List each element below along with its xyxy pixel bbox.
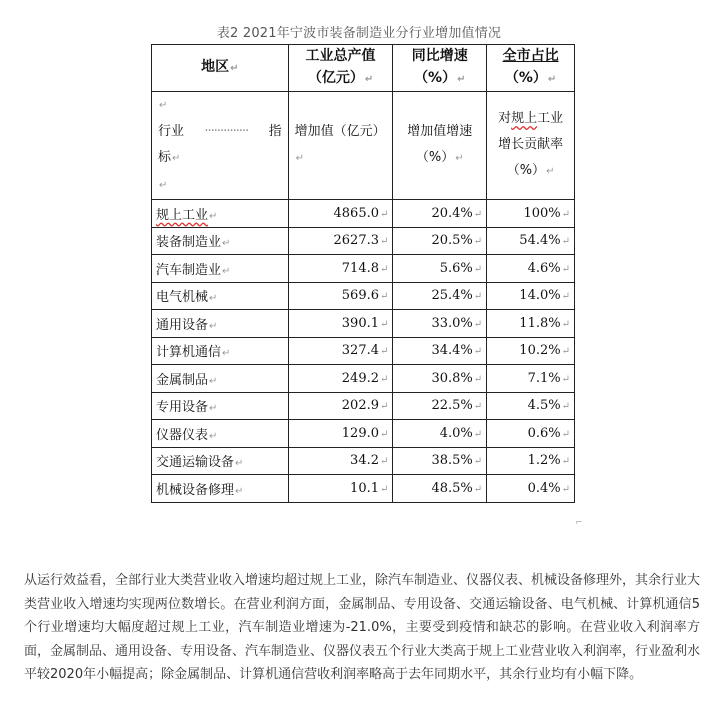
row-industry-name: 金属制品↵ [152, 365, 289, 393]
table-header-row [152, 45, 575, 92]
row-share: 4.5%↵ [487, 392, 575, 420]
subheader-industry-label: 行业 [158, 124, 185, 139]
table-row [152, 255, 575, 283]
row-value-added: 10.1↵ [288, 475, 393, 503]
row-value-added: 390.1↵ [288, 310, 393, 338]
row-value-added: 2627.3↵ [288, 227, 393, 255]
table-row [152, 282, 575, 310]
table-row [152, 337, 575, 365]
subheader-indicator-char1: 指 [268, 124, 282, 139]
table-row [152, 365, 575, 393]
subheader-va-growth-line2: （%） [415, 150, 455, 165]
row-industry-name: 仪器仪表↵ [152, 420, 289, 448]
header-yoy-line1: 同比增速 [411, 48, 468, 64]
table-end-marker: ⌐ [575, 518, 583, 528]
row-industry-name: 规上工业↵ [152, 200, 289, 228]
row-share: 11.8%↵ [487, 310, 575, 338]
row-value-added: 202.9↵ [288, 392, 393, 420]
row-industry-name: 机械设备修理↵ [152, 475, 289, 503]
row-growth: 34.4%↵ [393, 337, 487, 365]
table-row [152, 200, 575, 228]
row-growth: 48.5%↵ [393, 475, 487, 503]
subheader-contribution: 对规上工业 增长贡献率 （%）↵ [487, 92, 575, 200]
industry-value-added-table [151, 44, 575, 503]
row-value-added: 249.2↵ [288, 365, 393, 393]
subheader-contribution-line3: （%） [506, 163, 546, 178]
row-share: 1.2%↵ [487, 447, 575, 475]
subheader-industry-indicator: ↵ 行业 ·············· 指 标↵ ↵ [152, 92, 289, 200]
row-growth: 30.8%↵ [393, 365, 487, 393]
table-caption: 表2 2021年宁波市装备制造业分行业增加值情况 [216, 26, 502, 41]
row-value-added: 327.4↵ [288, 337, 393, 365]
row-share: 7.1%↵ [487, 365, 575, 393]
row-industry-name: 汽车制造业↵ [152, 255, 289, 283]
row-industry-name: 电气机械↵ [152, 282, 289, 310]
dotted-leader: ·············· [204, 124, 249, 139]
header-yoy-line2: （%） [414, 70, 457, 86]
row-industry-name: 专用设备↵ [152, 392, 289, 420]
row-industry-name: 计算机通信↵ [152, 337, 289, 365]
header-share-line2: （%） [504, 70, 547, 86]
row-value-added: 129.0↵ [288, 420, 393, 448]
subheader-contribution-line2: 增长贡献率 [498, 137, 564, 152]
subheader-va-growth-line1: 增加值增速 [407, 124, 473, 139]
header-yoy-growth: 同比增速 （%）↵ [393, 45, 487, 92]
header-total-output: 工业总产值 （亿元）↵ [288, 45, 393, 92]
table-row [152, 420, 575, 448]
row-growth: 4.0%↵ [393, 420, 487, 448]
subheader-indicator-char2: 标 [158, 150, 172, 165]
row-industry-name: 通用设备↵ [152, 310, 289, 338]
row-share: 100%↵ [487, 200, 575, 228]
header-share-line1: 全市占比 [502, 48, 559, 64]
header-total-output-line2: （亿元） [307, 70, 364, 86]
row-share: 4.6%↵ [487, 255, 575, 283]
table-subheader-row [152, 92, 575, 200]
row-industry-name: 装备制造业↵ [152, 227, 289, 255]
row-value-added: 34.2↵ [288, 447, 393, 475]
table-row [152, 227, 575, 255]
row-growth: 5.6%↵ [393, 255, 487, 283]
table-row [152, 447, 575, 475]
table-row [152, 475, 575, 503]
row-growth: 25.4%↵ [393, 282, 487, 310]
row-value-added: 4865.0↵ [288, 200, 393, 228]
body-paragraph: 从运行效益看，全部行业大类营业收入增速均超过规上工业，除汽车制造业、仪器仪表、机械设备修理外，其余行业大类营业收入增速均实现两位数增长。在营业利润方面，金属制品、专用设备、交通运输设备、电气机械、计算机通信5个行业增速均大幅度超过规上工业，汽车制造业增速为-21.0%，主要受到疫情和缺芯的影响。在营业收入利润率方面，金属制品、通用设备、专用设备、汽车制造业、仪器仪表五个行业大类高于规上工业营业收入利润率，行业盈利水平较2020年小幅提高；除金属制品、计算机通信营收利润率略高于去年同期水平，其余行业均有小幅下降。 [24, 573, 701, 682]
row-growth: 38.5%↵ [393, 447, 487, 475]
row-share: 0.4%↵ [487, 475, 575, 503]
header-region: 地区↵ [152, 45, 289, 92]
row-value-added: 569.6↵ [288, 282, 393, 310]
row-share: 10.2%↵ [487, 337, 575, 365]
row-value-added: 714.8↵ [288, 255, 393, 283]
row-share: 54.4%↵ [487, 227, 575, 255]
row-industry-name: 交通运输设备↵ [152, 447, 289, 475]
row-growth: 22.5%↵ [393, 392, 487, 420]
row-growth: 20.4%↵ [393, 200, 487, 228]
row-share: 14.0%↵ [487, 282, 575, 310]
row-growth: 20.5%↵ [393, 227, 487, 255]
header-city-share: 全市占比 （%）↵ [487, 45, 575, 92]
subheader-va-growth: 增加值增速 （%）↵ [393, 92, 487, 200]
table-row [152, 310, 575, 338]
subheader-value-added: 增加值（亿元）↵ [288, 92, 393, 200]
row-share: 0.6%↵ [487, 420, 575, 448]
table-row [152, 392, 575, 420]
row-growth: 33.0%↵ [393, 310, 487, 338]
header-total-output-line1: 工业总产值 [305, 48, 376, 64]
